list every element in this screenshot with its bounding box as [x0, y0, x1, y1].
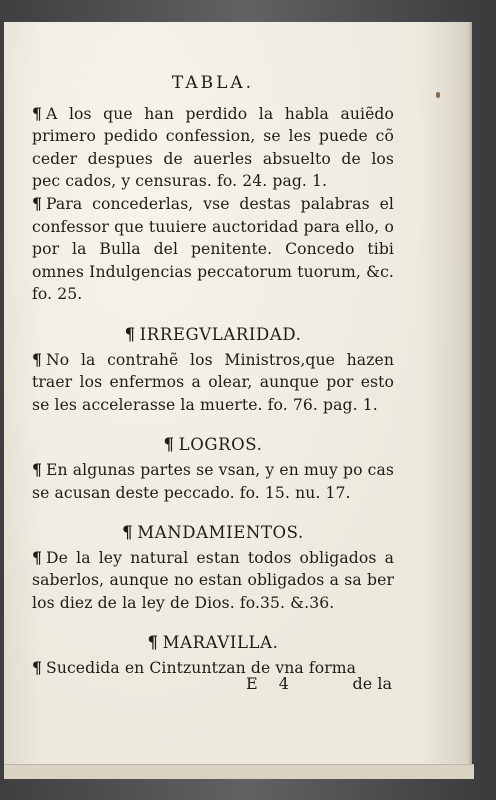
- pilcrow-icon: ¶: [32, 349, 43, 369]
- entry-text: En algunas partes se vsan, y en muy po cas se acusan deste peccado. fo. 15. nu. 17.: [32, 460, 394, 502]
- catchword: de la: [352, 674, 392, 693]
- ink-spot: [436, 92, 440, 98]
- index-entry: [32, 193, 394, 306]
- entry-text: Sucedida en Cintzuntzan de vna forma: [46, 659, 357, 678]
- pilcrow-icon: ¶: [122, 523, 134, 543]
- index-entry: [32, 349, 394, 417]
- entry-text: No la contrahẽ los Ministros,que hazen traer los enfermos a olear, aunque por esto se les accelerasse la muerte. fo. 76. pag. 1.: [32, 350, 394, 414]
- section-heading: [32, 434, 394, 457]
- heading-text: MARAVILLA.: [162, 633, 279, 653]
- page-text: [32, 72, 394, 680]
- entry-text: Para concederlas, vse destas palabras el confessor que tuuiere auctoridad para ello, o por la Bulla del penitente. Concedo tibi omnes Indulgencias peccatorum tuorum, &c. fo. 25.: [32, 194, 394, 304]
- section-heading: [32, 632, 394, 655]
- pilcrow-icon: ¶: [163, 435, 175, 455]
- section-heading: [32, 324, 394, 347]
- pilcrow-icon: ¶: [32, 658, 43, 678]
- signature-mark: E 4: [246, 674, 297, 693]
- page-edge: [4, 764, 474, 779]
- pilcrow-icon: ¶: [147, 633, 159, 653]
- index-entry: [32, 459, 394, 504]
- pilcrow-icon: ¶: [32, 103, 43, 123]
- pilcrow-icon: ¶: [32, 459, 43, 479]
- pilcrow-icon: ¶: [32, 193, 43, 213]
- heading-text: IRREGVLARIDAD.: [139, 324, 302, 344]
- entry-text: De la ley natural estan todos obligados a saberlos, aunque no estan obligados a sa ber los diez de la ley de Dios. fo.35. &.36.: [32, 548, 394, 612]
- page-footer: [32, 674, 394, 698]
- index-entry: [32, 547, 394, 615]
- section-heading: [32, 522, 394, 545]
- pilcrow-icon: ¶: [32, 547, 43, 567]
- running-head: TABLA.: [171, 73, 255, 93]
- heading-text: MANDAMIENTOS.: [137, 523, 304, 543]
- heading-text: LOGROS.: [178, 435, 263, 455]
- index-entry: [32, 103, 394, 193]
- entry-text: A los que han perdido la habla auiẽdo primero pedido confession, se les puede cõ ceder despues de auerles absuelto de los pec cados, y censuras. fo. 24. pag. 1.: [32, 104, 394, 191]
- pilcrow-icon: ¶: [124, 324, 136, 344]
